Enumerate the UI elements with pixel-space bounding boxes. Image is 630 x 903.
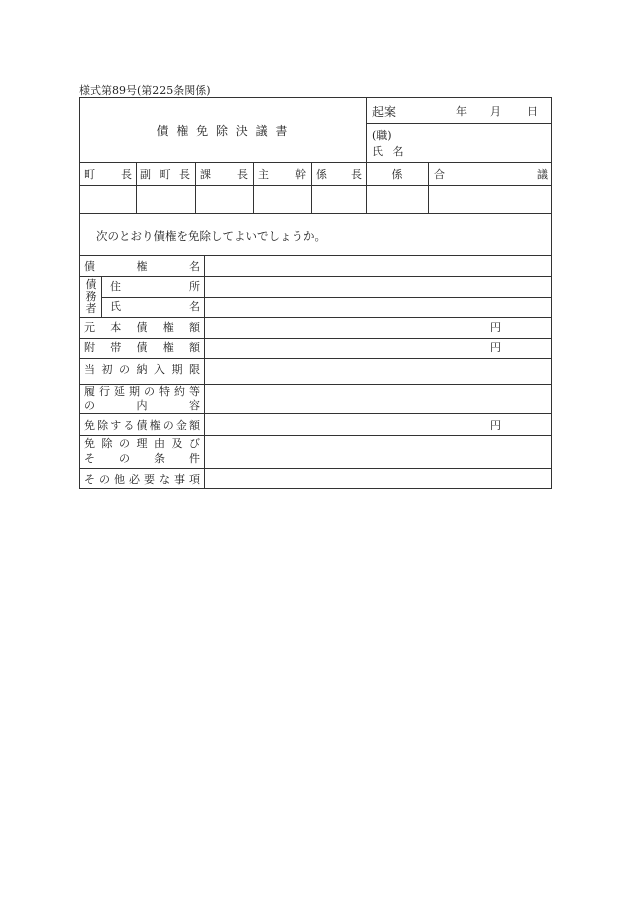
approver-staff: 係 (391, 168, 403, 181)
approver-section-chief: 課 長 (200, 168, 248, 181)
approver-subsection-chief: 係 長 (316, 168, 362, 181)
address-label: 住 所 (110, 280, 200, 293)
exempt-amount-label: 免 除 す る 債 権 の 金 額 (84, 419, 200, 432)
position-label: (職) (372, 129, 392, 142)
debtor-name-label: 氏 名 (110, 300, 200, 313)
approver-deputy-mayor: 副 町 長 (140, 168, 190, 181)
draft-label: 起案 (372, 105, 397, 119)
day-label: 日 (527, 105, 538, 118)
extension-terms-label-line1: 履 行 延 期 の 特 約 等 (84, 385, 200, 398)
approver-manager: 主 幹 (258, 168, 306, 181)
month-label: 月 (490, 105, 501, 118)
initial-deadline-label: 当 初 の 納 入 期 限 (84, 363, 200, 376)
extension-terms-label-line2: の 内 容 (84, 399, 200, 412)
incidental-yen: 円 (490, 341, 501, 354)
claim-name-label: 債 権 名 (84, 260, 200, 273)
instruction-text: 次のとおり債権を免除してよいでしょうか。 (96, 229, 326, 243)
reason-label-line2: そ の 条 件 (84, 452, 200, 465)
incidental-amount-label: 附 帯 債 権 額 (84, 341, 200, 354)
principal-amount-label: 元 本 債 権 額 (84, 321, 200, 334)
principal-yen: 円 (490, 321, 501, 334)
drafter-name-label: 氏 名 (372, 145, 404, 158)
form-number: 様式第89号(第225条関係) (79, 84, 211, 97)
approver-consultation: 合 議 (434, 168, 548, 181)
exempt-yen: 円 (490, 419, 501, 432)
other-matters-label: そ の 他 必 要 な 事 項 (84, 473, 200, 486)
debtor-label: 債 務 者 (85, 278, 97, 315)
year-label: 年 (456, 105, 467, 118)
reason-label-line1: 免 除 の 理 由 及 び (84, 437, 200, 450)
approver-mayor: 町 長 (84, 168, 132, 181)
resolution-form (79, 97, 552, 489)
form-title: 債 権 免 除 決 議 書 (156, 124, 290, 138)
